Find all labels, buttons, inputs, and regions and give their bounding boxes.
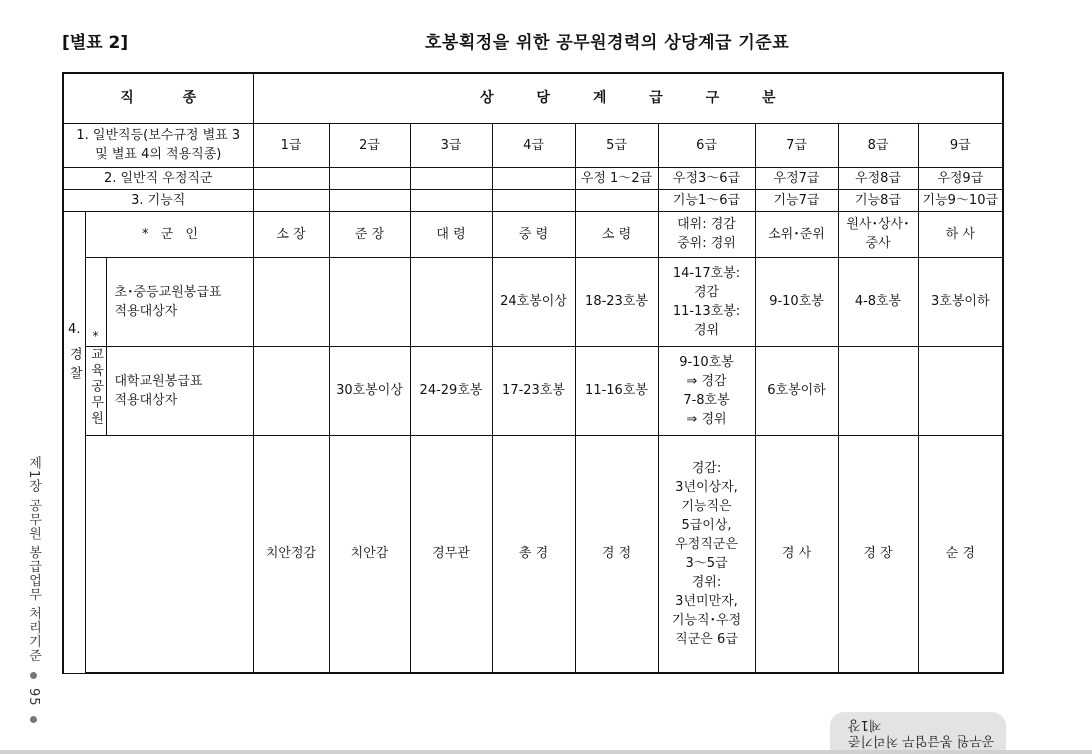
table-cell: 24호봉이상	[492, 257, 575, 346]
table-cell: 소 장	[253, 211, 329, 257]
table-cell	[410, 167, 492, 189]
table-cell: 준 장	[329, 211, 410, 257]
table-cell	[253, 189, 329, 211]
table-cell: 경감: 3년이상자, 기능직은 5급이상, 우정직군은 3～5급 경위: 3년미만자, 기능직･우정 직군은 6급	[658, 435, 755, 673]
table-row	[63, 123, 1003, 167]
table-cell: 치안정감	[253, 435, 329, 673]
table-cell: 30호봉이상	[329, 346, 410, 435]
edu-label: 교육공무원	[88, 346, 103, 427]
table-cell: 4-8호봉	[838, 257, 918, 346]
grade-cell: 5급	[575, 123, 658, 167]
table-cell: 우정 1～2급	[575, 167, 658, 189]
annex-label: [별표 2]	[62, 33, 129, 53]
table-row	[63, 346, 1003, 435]
grade-cell: 3급	[410, 123, 492, 167]
grade-cell: 6급	[658, 123, 755, 167]
row-postal-label: 2. 일반직 우정직군	[63, 167, 253, 189]
table-cell	[410, 189, 492, 211]
table-cell: 순 경	[918, 435, 1003, 673]
table-cell: 경 정	[575, 435, 658, 673]
table-row	[63, 435, 1003, 673]
grade-cell: 4급	[492, 123, 575, 167]
table-cell: 17-23호봉	[492, 346, 575, 435]
table-cell: 14-17호봉: 경감 11-13호봉: 경위	[658, 257, 755, 346]
table-cell	[575, 189, 658, 211]
table-cell	[253, 346, 329, 435]
edu-label-cell	[86, 258, 107, 346]
police-label-cell	[63, 211, 85, 673]
table-cell: 9-10호봉	[755, 257, 838, 346]
table-cell	[329, 189, 410, 211]
table-cell: 우정9급	[918, 167, 1003, 189]
table-cell	[918, 346, 1003, 435]
corner-line-2: 제1장	[848, 717, 882, 732]
table-cell: 기능8급	[838, 189, 918, 211]
grade-cell: 2급	[329, 123, 410, 167]
row-general-label: 1. 일반직등(보수규정 별표 3 및 별표 4의 적용직종)	[63, 123, 253, 167]
table-cell: 기능7급	[755, 189, 838, 211]
grade-cell: 7급	[755, 123, 838, 167]
bullet-dot-icon	[30, 672, 37, 679]
grade-cell: 9급	[918, 123, 1003, 167]
table-cell: 9-10호봉 ⇒ 경감 7-8호봉 ⇒ 경위	[658, 346, 755, 435]
table-cell	[253, 167, 329, 189]
table-cell	[838, 346, 918, 435]
police-number: 4.	[68, 321, 81, 337]
table-cell: 우정3～6급	[658, 167, 755, 189]
table-cell: 6호봉이하	[755, 346, 838, 435]
rank-equivalence-table	[62, 72, 1004, 674]
table-cell: 24-29호봉	[410, 346, 492, 435]
grade-cell: 8급	[838, 123, 918, 167]
table-cell: 대위: 경감 중위: 경위	[658, 211, 755, 257]
row-military-label: * 군 인	[85, 211, 253, 257]
table-cell: 소위･준위	[755, 211, 838, 257]
table-row	[63, 211, 1003, 257]
table-cell: 중 령	[492, 211, 575, 257]
header-occupation: 직 종	[63, 73, 253, 123]
table-cell: 기능1～6급	[658, 189, 755, 211]
table-cell: 3호봉이하	[918, 257, 1003, 346]
edu-subrow-cell	[85, 346, 253, 435]
table-cell	[492, 189, 575, 211]
chapter-side-label	[24, 456, 43, 727]
table-cell	[329, 167, 410, 189]
table-cell: 대 령	[410, 211, 492, 257]
table-cell: 하 사	[918, 211, 1003, 257]
table-cell: 치안감	[329, 435, 410, 673]
chapter-side-text: 제1장 공무원 봉급업무 처리기준	[26, 456, 41, 663]
edu-label-cell	[86, 347, 107, 435]
police-label: 경찰	[66, 346, 82, 385]
page-number: 95	[26, 687, 41, 707]
table-cell: 경 사	[755, 435, 838, 673]
corner-tab-text	[848, 716, 998, 748]
table-cell: 소 령	[575, 211, 658, 257]
row-university-label: 대학교원봉급표 적용대상자	[114, 373, 203, 408]
table-row	[63, 257, 1003, 346]
table-cell: 18-23호봉	[575, 257, 658, 346]
corner-line-1: 공무원 봉급업무 처리기준	[848, 733, 995, 748]
table-cell	[492, 167, 575, 189]
edu-star: *	[92, 328, 99, 343]
table-cell: 우정7급	[755, 167, 838, 189]
header-rank-division: 상 당 계 급 구 분	[253, 73, 1003, 123]
police-subrow-spacer	[85, 435, 253, 673]
table-cell: 경무관	[410, 435, 492, 673]
table-cell: 원사･상사･ 중사	[838, 211, 918, 257]
bullet-dot-icon	[30, 716, 37, 723]
table-cell: 총 경	[492, 435, 575, 673]
table-cell: 우정8급	[838, 167, 918, 189]
table-cell: 11-16호봉	[575, 346, 658, 435]
table-cell: 기능9～10급	[918, 189, 1003, 211]
table-cell: 경 장	[838, 435, 918, 673]
table-row	[63, 189, 1003, 211]
row-school-teacher-label: 초･중등교원봉급표 적용대상자	[114, 284, 222, 319]
table-cell	[410, 257, 492, 346]
grade-cell: 1급	[253, 123, 329, 167]
table-row	[63, 167, 1003, 189]
document-title: 호봉획정을 위한 공무원경력의 상당계급 기준표	[425, 33, 790, 53]
table-header-row	[63, 73, 1003, 123]
edu-subrow-cell	[85, 257, 253, 346]
bottom-rule	[0, 750, 1092, 754]
row-technical-label: 3. 기능직	[63, 189, 253, 211]
table-cell	[253, 257, 329, 346]
table-cell	[329, 257, 410, 346]
